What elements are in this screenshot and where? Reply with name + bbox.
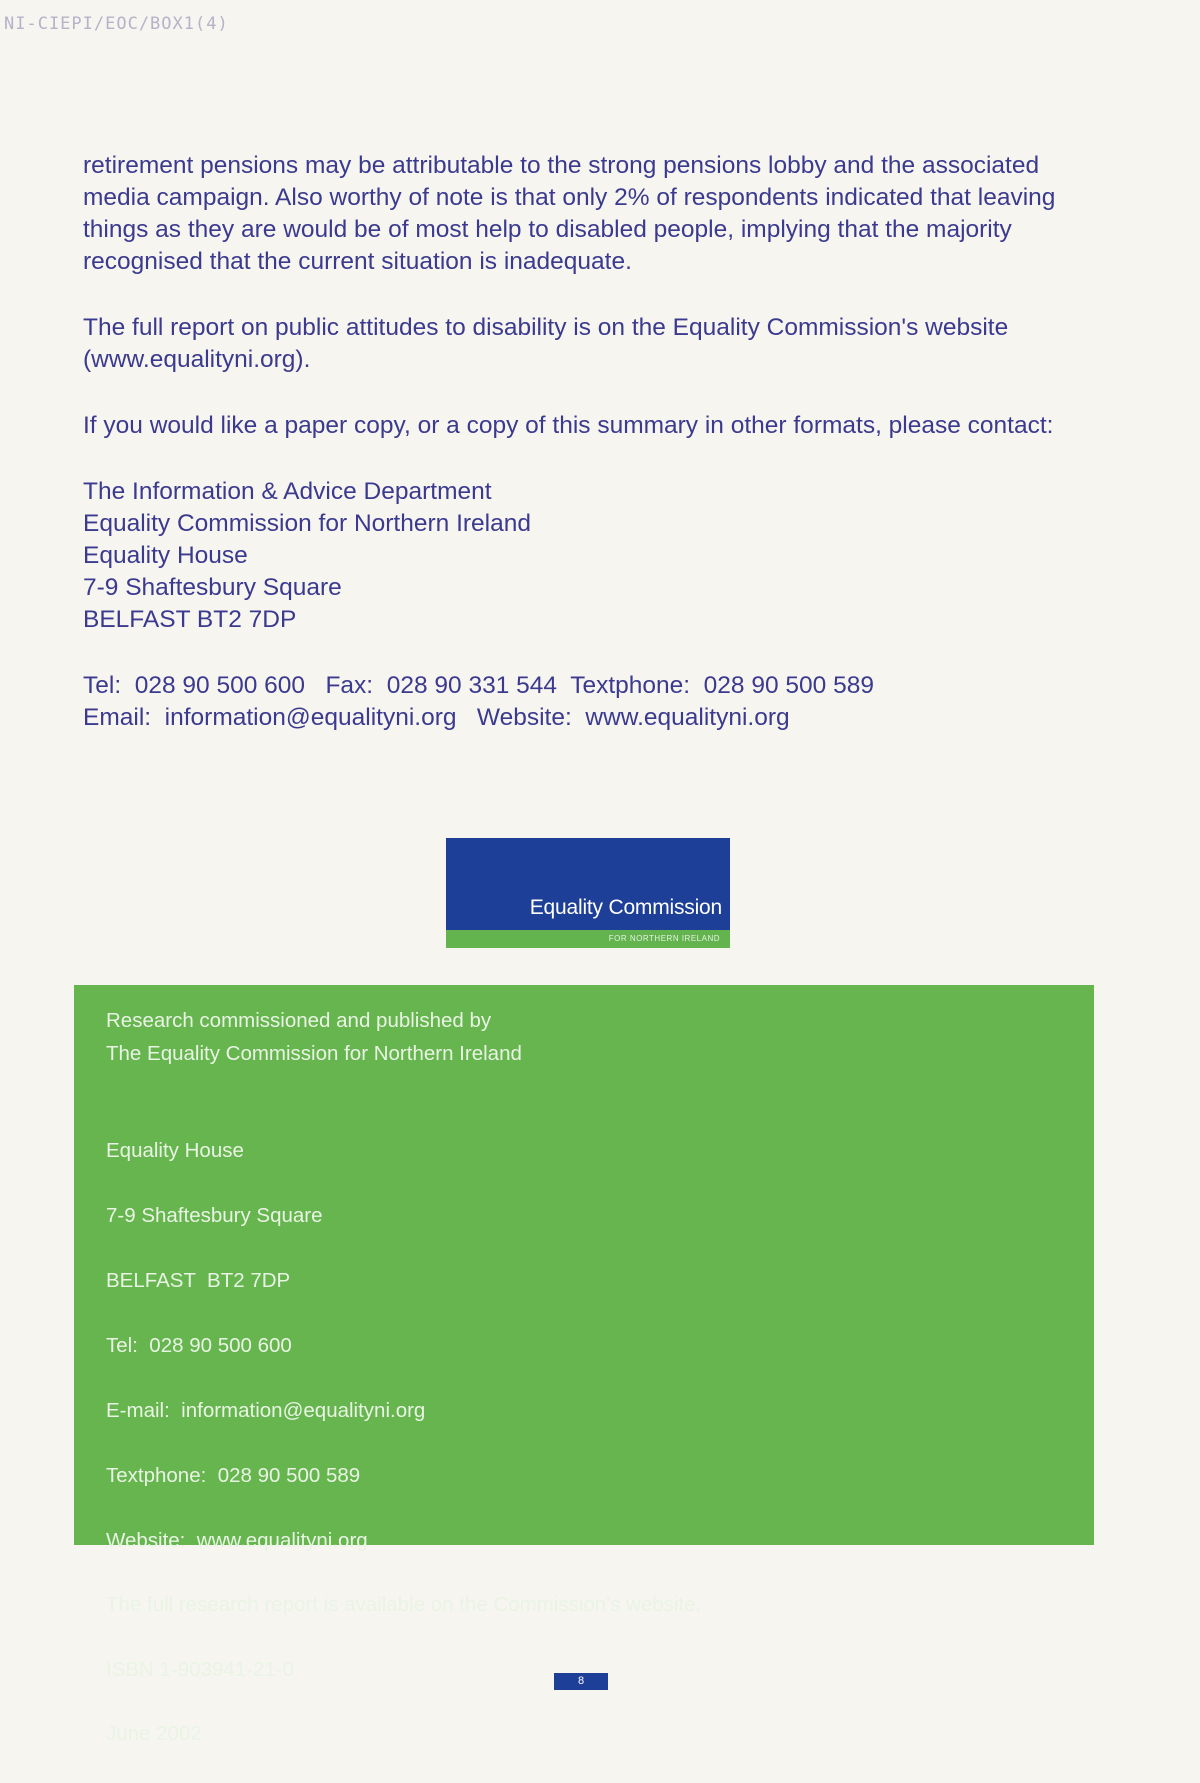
logo-name: Equality Commission xyxy=(529,896,722,919)
contact-address xyxy=(83,476,1093,636)
publisher-address-line: Textphone: 028 90 500 589 xyxy=(106,1463,361,1487)
logo-blue-panel xyxy=(446,838,730,930)
address-line: The Information & Advice Department xyxy=(83,478,492,505)
body-paragraph-3: If you would like a paper copy, or a copy of this summary in other formats, please contact: xyxy=(83,412,1054,439)
contact-web: Email: information@equalityni.org Website: www.equalityni.org xyxy=(83,704,790,731)
publisher-address xyxy=(106,1102,1066,1557)
availability-note: The full research report is available on the Commission's website. xyxy=(106,1593,702,1616)
address-line: Equality House xyxy=(83,542,248,569)
logo-subtitle: FOR NORTHERN IRELAND xyxy=(608,934,720,943)
page-number: 8 xyxy=(554,1673,608,1690)
body-paragraph-2: The full report on public attitudes to disability is on the Equality Commission's website (www.equalityni.org). xyxy=(83,314,1009,373)
publication-info-box xyxy=(74,985,1094,1745)
body-paragraph-1: retirement pensions may be attributable to the strong pensions lobby and the associated media campaign. Also worthy of note is that only 2% of respondents indicated that leaving things as they are would be of most help to disabled people, implying that the majority recognised that the current situation is inadequate. xyxy=(83,152,1056,275)
address-line: BELFAST BT2 7DP xyxy=(83,606,297,633)
main-content xyxy=(83,150,1093,734)
published-by xyxy=(106,1005,1066,1070)
archive-reference: NI-CIEPI/EOC/BOX1(4) xyxy=(4,14,229,34)
publisher-address-line: 7-9 Shaftesbury Square xyxy=(106,1203,323,1227)
publisher-address-line: E-mail: information@equalityni.org xyxy=(106,1398,426,1422)
publisher-address-line: Equality House xyxy=(106,1138,244,1162)
equality-commission-logo xyxy=(446,838,730,948)
address-line: 7-9 Shaftesbury Square xyxy=(83,574,342,601)
publisher-address-line: Tel: 028 90 500 600 xyxy=(106,1333,292,1357)
published-by-line: Research commissioned and published by xyxy=(106,1009,492,1032)
publication-date: June 2002 xyxy=(106,1722,202,1745)
publisher-address-line: Website: www.equalityni.org xyxy=(106,1528,368,1552)
contact-numbers: Tel: 028 90 500 600 Fax: 028 90 331 544 Textphone: 028 90 500 589 xyxy=(83,672,874,699)
address-line: Equality Commission for Northern Ireland xyxy=(83,510,531,537)
publisher-address-line: BELFAST BT2 7DP xyxy=(106,1268,291,1292)
logo-green-strip xyxy=(446,930,730,948)
publication-info-text xyxy=(106,1005,1066,1783)
published-by-line: The Equality Commission for Northern Ireland xyxy=(106,1041,522,1065)
isbn: ISBN 1-903941-21-0 xyxy=(106,1657,295,1681)
